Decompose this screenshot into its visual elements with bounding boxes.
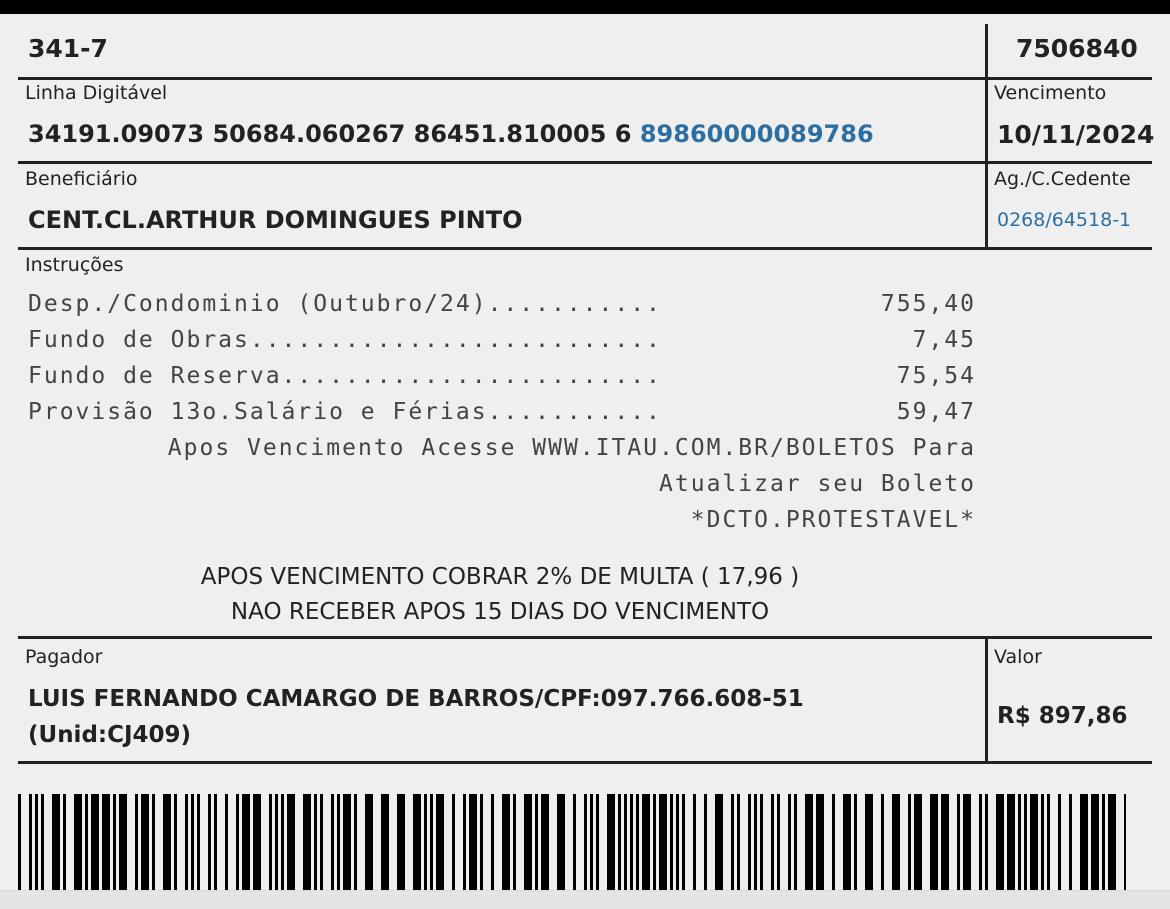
warning-multa: APOS VENCIMENTO COBRAR 2% DE MULTA ( 17,96 ) (200, 564, 800, 590)
bottom-edge (0, 890, 1170, 909)
divider-vertical-bottom (985, 636, 988, 762)
instrucao-note-1: Apos Vencimento Acesse WWW.ITAU.COM.BR/BOLETOS Para (167, 435, 976, 461)
divider-beneficiario (18, 247, 1152, 250)
pagador-name: LUIS FERNANDO CAMARGO DE BARROS/CPF:097.766.608-51 (28, 686, 804, 712)
barcode (18, 794, 1126, 892)
instrucao-note-3: *DCTO.PROTESTAVEL* (690, 507, 976, 533)
linha-digitavel-label: Linha Digitável (25, 82, 168, 104)
bank-code: 341-7 (28, 34, 108, 63)
valor-label: Valor (994, 646, 1042, 668)
instrucao-value: 7,45 (912, 327, 976, 353)
beneficiario-label: Beneficiário (25, 168, 138, 190)
instrucao-value: 75,54 (896, 363, 976, 389)
divider-pagador (18, 761, 1152, 764)
vencimento-label: Vencimento (994, 82, 1107, 104)
valor-value: R$ 897,86 (997, 703, 1128, 729)
document-number: 7506840 (1016, 34, 1138, 63)
pagador-unit: (Unid:CJ409) (28, 722, 192, 748)
vencimento-value: 10/11/2024 (997, 120, 1155, 149)
beneficiario-value: CENT.CL.ARTHUR DOMINGUES PINTO (28, 206, 523, 234)
agencia-value: 0268/64518-1 (997, 209, 1132, 231)
instrucao-desc: Desp./Condominio (Outubro/24)........... (28, 291, 662, 317)
instrucao-value: 59,47 (896, 399, 976, 425)
instrucao-note-2: Atualizar seu Boleto (659, 471, 976, 497)
instrucoes-label: Instruções (25, 254, 124, 276)
agencia-label: Ag./C.Cedente (994, 168, 1131, 190)
top-black-bar (0, 0, 1170, 14)
instrucao-desc: Fundo de Reserva........................ (28, 363, 662, 389)
instrucao-value: 755,40 (880, 291, 976, 317)
divider-instrucoes (18, 636, 1152, 639)
divider-header (18, 77, 1152, 80)
linha-digitavel-highlight: 89860000089786 (639, 120, 874, 148)
divider-vertical-top (985, 24, 988, 248)
divider-linha (18, 161, 1152, 164)
instrucao-desc: Provisão 13o.Salário e Férias........... (28, 399, 662, 425)
linha-digitavel-main: 34191.09073 50684.060267 86451.810005 6 (28, 120, 632, 148)
instrucao-desc: Fundo de Obras.......................... (28, 327, 662, 353)
pagador-label: Pagador (25, 646, 103, 668)
warning-prazo: NAO RECEBER APOS 15 DIAS DO VENCIMENTO (230, 599, 770, 625)
linha-digitavel-value[interactable] (28, 120, 874, 148)
